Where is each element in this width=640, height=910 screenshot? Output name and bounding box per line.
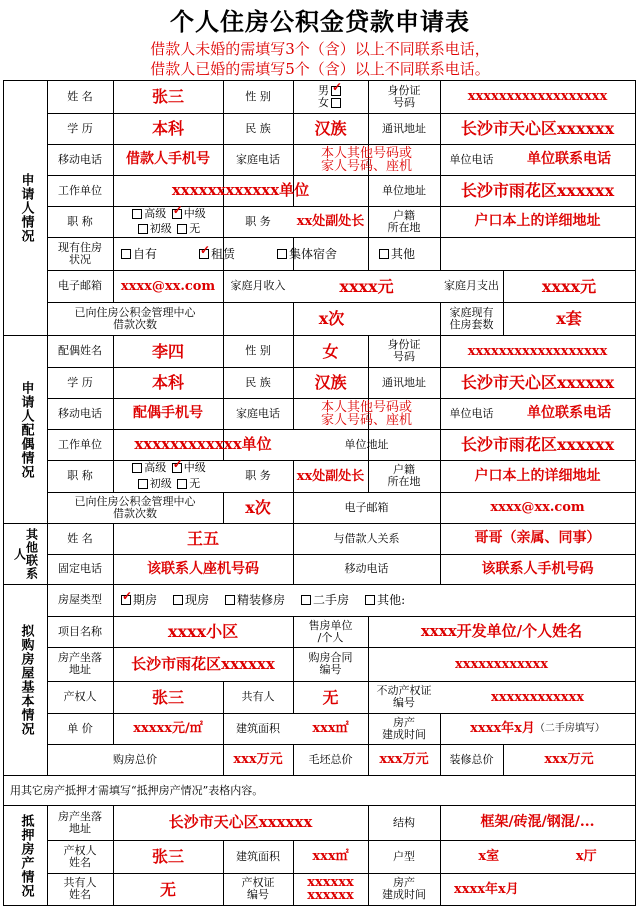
middle-label: 中级 [183, 206, 206, 220]
value-house-count: x套 [556, 309, 582, 328]
label-mortgage-co-owner: 共有人 姓名 [63, 876, 97, 901]
label-spouse-gender: 性 别 [245, 344, 271, 357]
label-rough-price: 毛坯总价 [308, 752, 353, 766]
own-label: 自有 [133, 246, 158, 261]
secondhand-checkbox[interactable] [301, 595, 311, 605]
spouse-senior-label: 高级 [144, 461, 167, 474]
label-mortgage-area: 建筑面积 [236, 849, 280, 863]
label-owner: 产权人 [63, 690, 97, 703]
value-rooms: x室 [478, 849, 500, 864]
value-contract: xxxxxxxxxxxx [454, 656, 548, 672]
value-hukou: 户口本上的详细地址 [474, 213, 601, 229]
label-work-unit: 工作单位 [58, 183, 102, 197]
label-contact-mobile: 移动电话 [344, 562, 389, 575]
label-contact-name: 姓 名 [67, 531, 93, 545]
label-decoration-price: 装修总价 [449, 752, 494, 766]
label-property-type: 房屋类型 [58, 593, 102, 606]
value-spouse-home-phone: 本人其他号码或 家人号码、座机 [320, 399, 412, 428]
label-ethnicity: 民 族 [245, 121, 271, 135]
title-options [113, 206, 223, 237]
spouse-title-options [113, 460, 223, 492]
value-contact-landline: 该联系人座机号码 [147, 560, 259, 577]
value-spouse-gender: 女 [322, 341, 339, 361]
value-mortgage-co-owner: 无 [159, 879, 176, 899]
label-project: 项目名称 [58, 624, 102, 638]
value-unit-price: xxxxx元/㎡ [133, 721, 203, 736]
value-mortgage-build-time: xxxx年x月 [454, 881, 519, 897]
offplan-label: 期房 [133, 593, 158, 607]
spouse-junior-checkbox[interactable] [138, 479, 148, 489]
female-label: 女 [318, 95, 329, 109]
value-mortgage-owner: 张三 [151, 847, 184, 866]
value-contact-mobile: 该联系人手机号码 [481, 560, 594, 577]
label-spouse-hukou: 户籍 所在地 [387, 463, 421, 488]
value-mortgage-location: 长沙市天心区xxxxxx [168, 813, 313, 831]
spouse-middle-checkbox[interactable] [172, 463, 182, 473]
label-spouse-duty: 职 务 [245, 469, 271, 482]
value-project: xxxx小区 [167, 622, 239, 641]
value-spouse-ethnicity: 汉族 [314, 373, 347, 392]
spouse-senior-checkbox[interactable] [132, 463, 142, 473]
junior-checkbox[interactable] [138, 224, 148, 234]
label-spouse-name: 配偶姓名 [58, 344, 102, 357]
label-id: 身份证 号码 [387, 83, 421, 109]
value-total-price: xxx万元 [233, 752, 283, 767]
spouse-none-checkbox[interactable] [177, 479, 187, 489]
middle-checkbox[interactable] [172, 209, 182, 219]
other-type-label: 其他: [377, 593, 406, 607]
none-label: 无 [189, 222, 201, 236]
label-relation: 与借款人关系 [333, 531, 400, 545]
label-spouse-id: 身份证 号码 [387, 338, 421, 363]
value-spouse-id: xxxxxxxxxxxxxxxxxx [467, 343, 608, 359]
label-seller: 售房单位 /个人 [308, 618, 353, 644]
label-loan-count: 已向住房公积金管理中心 借款次数 [74, 305, 196, 331]
value-spouse-unit-phone: 单位联系电话 [527, 405, 611, 421]
offplan-checkbox[interactable] [121, 595, 131, 605]
label-property-location: 房产坐落 地址 [58, 651, 102, 676]
spouse-none-label: 无 [189, 477, 201, 490]
label-spouse-address: 通讯地址 [382, 375, 426, 389]
value-spouse-address: 长沙市天心区xxxxxx [460, 373, 615, 392]
value-work-unit: xxxxxxxxxxxx单位 [171, 181, 310, 199]
label-co-owner: 共有人 [241, 690, 275, 703]
label-unit-address: 单位地址 [382, 183, 426, 197]
label-mortgage-cert: 产权证 编号 [241, 876, 275, 901]
label-spouse-unit-address: 单位地址 [344, 437, 389, 451]
value-spouse-loan-count: x次 [245, 498, 271, 517]
rent-checkbox[interactable] [199, 249, 209, 259]
value-rough-price: xxx万元 [379, 752, 429, 767]
value-unit-address: 长沙市雨花区xxxxxx [460, 181, 615, 200]
section-applicant-header: 申请人情况 [18, 173, 34, 243]
section-spouse-header: 申请人配偶情况 [18, 380, 34, 479]
label-name: 姓 名 [67, 89, 93, 103]
value-relation: 哥哥（亲属、同事） [474, 530, 601, 546]
label-income: 家庭月收入 [230, 279, 286, 292]
value-unit-phone: 单位联系电话 [527, 151, 611, 167]
decorated-checkbox[interactable] [225, 595, 235, 605]
value-education: 本科 [151, 119, 184, 138]
label-education: 学 历 [67, 121, 93, 135]
other-type-checkbox[interactable] [365, 595, 375, 605]
label-housing: 现有住房 状况 [58, 240, 102, 266]
value-loan-count: x次 [318, 309, 345, 328]
value-spouse-duty: xx处副处长 [296, 468, 365, 484]
housing-options [113, 237, 640, 270]
label-structure: 结构 [393, 815, 415, 829]
label-contact-landline: 固定电话 [58, 562, 102, 575]
label-cert: 不动产权证 编号 [376, 684, 432, 709]
value-home-phone: 本人其他号码或 家人号码、座机 [320, 145, 412, 174]
label-total-price: 购房总价 [113, 752, 157, 766]
label-expense: 家庭月支出 [444, 279, 499, 292]
value-spouse-unit-address: 长沙市雨花区xxxxxx [460, 435, 615, 454]
label-layout: 户型 [393, 849, 415, 863]
decorated-label: 精装修房 [237, 593, 286, 607]
value-spouse-name: 李四 [151, 341, 184, 361]
value-owner: 张三 [151, 687, 184, 707]
value-cert: xxxxxxxxxxxx [490, 689, 584, 705]
label-home-phone: 家庭电话 [236, 152, 280, 166]
build-time-note: （二手房填写） [534, 722, 605, 734]
label-email: 电子邮箱 [58, 279, 102, 292]
note-line-2: 借款人已婚的需填写5个（含）以上不同联系电话。 [150, 60, 490, 78]
label-spouse-home-phone: 家庭电话 [236, 406, 280, 420]
label-spouse-title: 职 称 [67, 469, 93, 482]
label-floor-area: 建筑面积 [236, 721, 280, 735]
female-checkbox[interactable] [331, 98, 341, 108]
value-spouse-hukou: 户口本上的详细地址 [474, 467, 601, 484]
value-spouse-mobile: 配偶手机号 [133, 405, 203, 421]
value-decoration-price: xxx万元 [544, 752, 594, 767]
value-build-time: xxxx年x月 [470, 721, 535, 736]
label-spouse-unit-phone: 单位电话 [449, 406, 494, 420]
value-ethnicity: 汉族 [314, 119, 347, 138]
male-label: 男 [318, 83, 329, 97]
label-spouse-email: 电子邮箱 [344, 500, 389, 514]
secondhand-label: 二手房 [313, 593, 350, 607]
rent-label: 租赁 [211, 246, 236, 261]
label-unit-phone: 单位电话 [449, 152, 494, 166]
value-floor-area: xxx㎡ [312, 721, 349, 736]
label-gender: 性 别 [245, 89, 271, 103]
other-housing-checkbox[interactable] [379, 249, 389, 259]
value-structure: 框架/砖混/钢混/... [480, 814, 595, 830]
label-house-count: 家庭现有 住房套数 [449, 305, 494, 331]
label-hukou: 户籍 所在地 [387, 208, 421, 234]
label-build-time: 房产 建成时间 [382, 715, 426, 741]
property-type-options [113, 584, 640, 616]
male-checkbox[interactable] [331, 86, 341, 96]
spouse-middle-label: 中级 [183, 461, 206, 474]
note-line-1: 借款人未婚的需填写3个（含）以上不同联系电话， [150, 40, 490, 58]
section-mortgage-header: 抵押房产情况 [18, 813, 34, 898]
value-co-owner: 无 [322, 687, 339, 707]
mortgage-note: 用其它房产抵押才需填写“抵押房产情况”表格内容。 [10, 783, 264, 797]
spouse-junior-label: 初级 [149, 477, 172, 490]
junior-label: 初级 [149, 222, 172, 236]
value-halls: x厅 [575, 849, 597, 864]
none-checkbox[interactable] [177, 224, 187, 234]
value-mortgage-cert: xxxxxx xxxxxx [307, 875, 354, 903]
ready-label: 现房 [185, 593, 210, 607]
label-spouse-loan-count: 已向住房公积金管理中心 借款次数 [74, 494, 196, 520]
value-property-location: 长沙市雨花区xxxxxx [131, 654, 275, 673]
value-income: xxxx元 [339, 276, 394, 296]
section-property-header: 拟购房屋基本情况 [18, 624, 34, 736]
other-housing-label: 其他 [391, 246, 416, 261]
value-spouse-email: xxxx@xx.com [490, 500, 585, 515]
gender-options [293, 80, 368, 113]
label-mortgage-build-time: 房产 建成时间 [382, 876, 426, 901]
form-title: 个人住房公积金贷款申请表 [170, 7, 470, 36]
label-mobile: 移动电话 [58, 152, 102, 166]
label-spouse-mobile: 移动电话 [58, 406, 102, 420]
label-contract: 购房合同 编号 [308, 651, 353, 676]
ready-checkbox[interactable] [173, 595, 183, 605]
value-email: xxxx@xx.com [120, 278, 216, 294]
senior-checkbox[interactable] [132, 209, 142, 219]
value-contact-name: 王五 [186, 529, 219, 548]
value-id: xxxxxxxxxxxxxxxxxx [467, 89, 608, 104]
value-address: 长沙市天心区xxxxxx [460, 119, 615, 138]
label-spouse-ethnicity: 民 族 [245, 375, 271, 389]
value-spouse-education: 本科 [151, 373, 184, 392]
value-spouse-work-unit: xxxxxxxxxxxx单位 [134, 435, 272, 453]
label-spouse-education: 学 历 [67, 375, 93, 389]
value-mobile: 借款人手机号 [126, 151, 210, 167]
value-seller: xxxx开发单位/个人姓名 [420, 622, 583, 640]
label-address: 通讯地址 [382, 121, 426, 135]
label-spouse-work-unit: 工作单位 [58, 437, 102, 451]
value-mortgage-area: xxx㎡ [312, 849, 349, 864]
label-mortgage-location: 房产坐落 地址 [58, 809, 102, 835]
section-contact-header: 其他联系人 [12, 528, 39, 580]
value-name: 张三 [151, 87, 184, 106]
value-duty: xx处副处长 [296, 214, 365, 229]
value-expense: xxxx元 [541, 276, 597, 296]
label-title: 职 称 [67, 214, 93, 228]
layout-cell [440, 840, 635, 873]
dorm-checkbox[interactable] [277, 249, 287, 259]
build-time-cell [440, 713, 635, 744]
application-table [3, 80, 636, 906]
label-unit-price: 单 价 [67, 721, 93, 735]
dorm-label: 集体宿舍 [289, 246, 338, 261]
label-mortgage-owner: 产权人 姓名 [63, 843, 97, 869]
own-checkbox[interactable] [121, 249, 131, 259]
label-duty: 职 务 [245, 214, 271, 228]
senior-label: 高级 [144, 206, 167, 220]
